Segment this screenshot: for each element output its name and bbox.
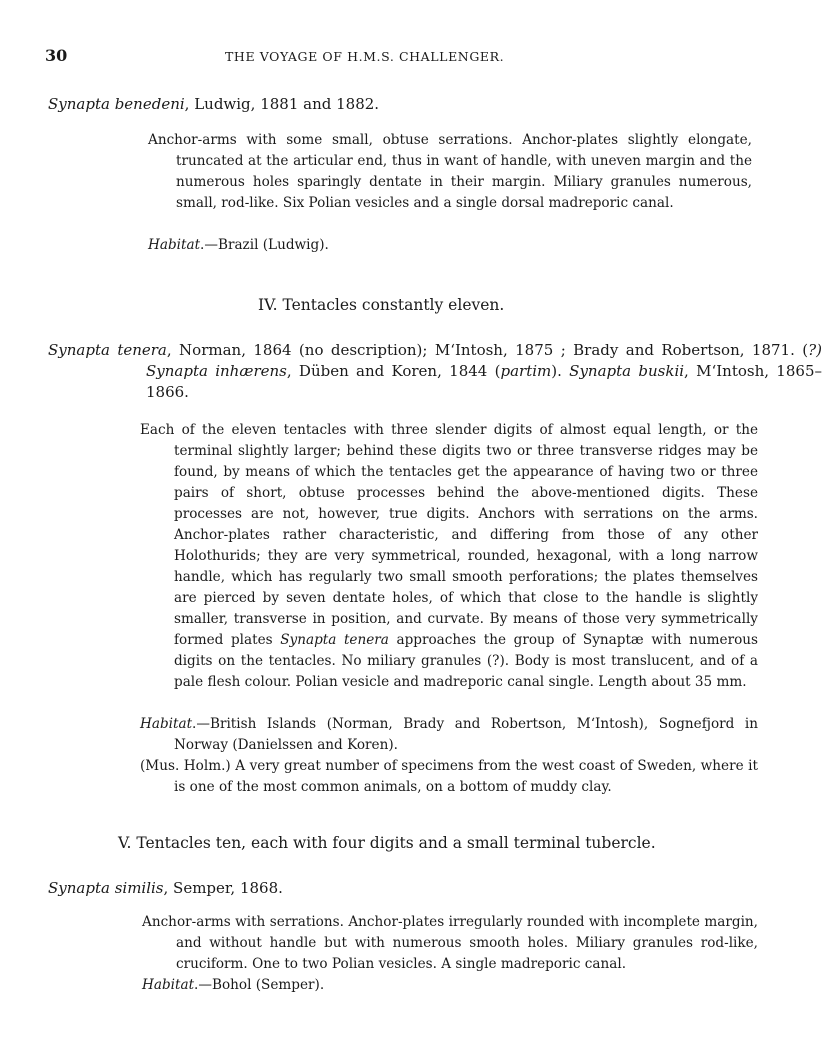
habitat-text: .—British Islands (Norman, Brady and Robertson, M‘Intosh), Sognefjord in Norway (Danielssen and Koren). xyxy=(174,716,758,753)
species-heading-tenera xyxy=(48,340,822,403)
description-text: Anchor-arms with some small, obtuse serrations. Anchor-plates slightly elongate, truncated at the articular end, thus in want of handle, with uneven margin and the numerous holes sparingly dentate in their margin. Miliary granules numerous, small, rod-like. Six Polian vesicles and a single dorsal madreporic canal. xyxy=(148,132,752,211)
species-authority: , Norman, 1864 (no description); M‘Intosh, 1875 ; Brady and Robertson, 1871. ( xyxy=(166,341,809,359)
section-heading-v: V. Tentacles ten, each with four digits and a small terminal tubercle. xyxy=(118,834,656,852)
species-name: Synapta benedeni xyxy=(48,95,185,113)
habitat-text: .—Bohol (Semper). xyxy=(194,977,325,993)
habitat-tenera xyxy=(140,714,758,756)
query-mark: ? xyxy=(808,341,817,359)
species-heading-similis xyxy=(48,878,738,899)
running-title: THE VOYAGE OF H.M.S. CHALLENGER. xyxy=(225,49,505,64)
section-heading-iv: IV. Tentacles constantly eleven. xyxy=(258,296,505,314)
synonym-authority-close: ). xyxy=(551,362,570,380)
habitat-benedeni xyxy=(148,235,724,256)
habitat-text: .—Brazil (Ludwig). xyxy=(200,237,329,253)
description-text: Each of the eleven tentacles with three slender digits of almost equal length, or the terminal slightly larger; behind these digits two or three transverse ridges may be found, by means of which the tentacles get the appearance of having two or three pairs of short, obtuse processes behind the above-mentioned digits. These processes are not, however, true digits. Anchors with serrations on the arms. Anchor-plates rather characteristic, and differing from those of any other Holothurids; they are very symmetrical, rounded, hexagonal, with a long narrow handle, which has regularly two small smooth perforations; the plates themselves are pierced by seven dentate holes, of which that close to the handle is slightly smaller, transverse in position, and curvate. By means of those very symmetrically formed plates xyxy=(140,422,758,648)
description-tenera xyxy=(140,420,758,693)
museum-note-tenera: (Mus. Holm.) A very great number of specimens from the west coast of Sweden, where it is one of the most common animals, on a bottom of muddy clay. xyxy=(140,758,758,795)
habitat-label: Habitat xyxy=(148,237,201,253)
synonym-buskii: Synapta buskii xyxy=(569,362,685,380)
synonym-inhaerens: ) Synapta inhærens xyxy=(146,341,822,380)
description-species: Synapta tenera xyxy=(280,632,389,648)
species-authority: , Semper, 1868. xyxy=(163,879,283,897)
page-number: 30 xyxy=(45,46,68,65)
habitat-similis xyxy=(142,975,724,996)
description-text-continued: approaches the group of Synaptæ with numerous digits on the tentacles. No miliary granules (?). Body is most translucent, and of a pale flesh colour. Polian vesicle and madreporic canal single. Length about 35 mm. xyxy=(174,632,758,690)
species-name: Synapta similis xyxy=(48,879,164,897)
synonym-authority-buskii: , M‘Intosh, 1865–1866. xyxy=(146,362,822,401)
synonym-authority: , Düben and Koren, 1844 ( xyxy=(286,362,501,380)
habitat-label: Habitat xyxy=(140,716,193,732)
partim-note: partim xyxy=(500,362,552,380)
description-benedeni xyxy=(148,130,752,214)
species-authority: , Ludwig, 1881 and 1882. xyxy=(184,95,380,113)
species-heading-benedeni xyxy=(48,94,738,115)
species-name: Synapta tenera xyxy=(48,341,167,359)
habitat-label: Habitat xyxy=(142,977,195,993)
description-similis: Anchor-arms with serrations. Anchor-plates irregularly rounded with incomplete margin, and without handle but with numerous smooth holes. Miliary granules rod-like, cruciform. One to two Polian vesicles. A single madreporic canal. xyxy=(142,914,758,972)
